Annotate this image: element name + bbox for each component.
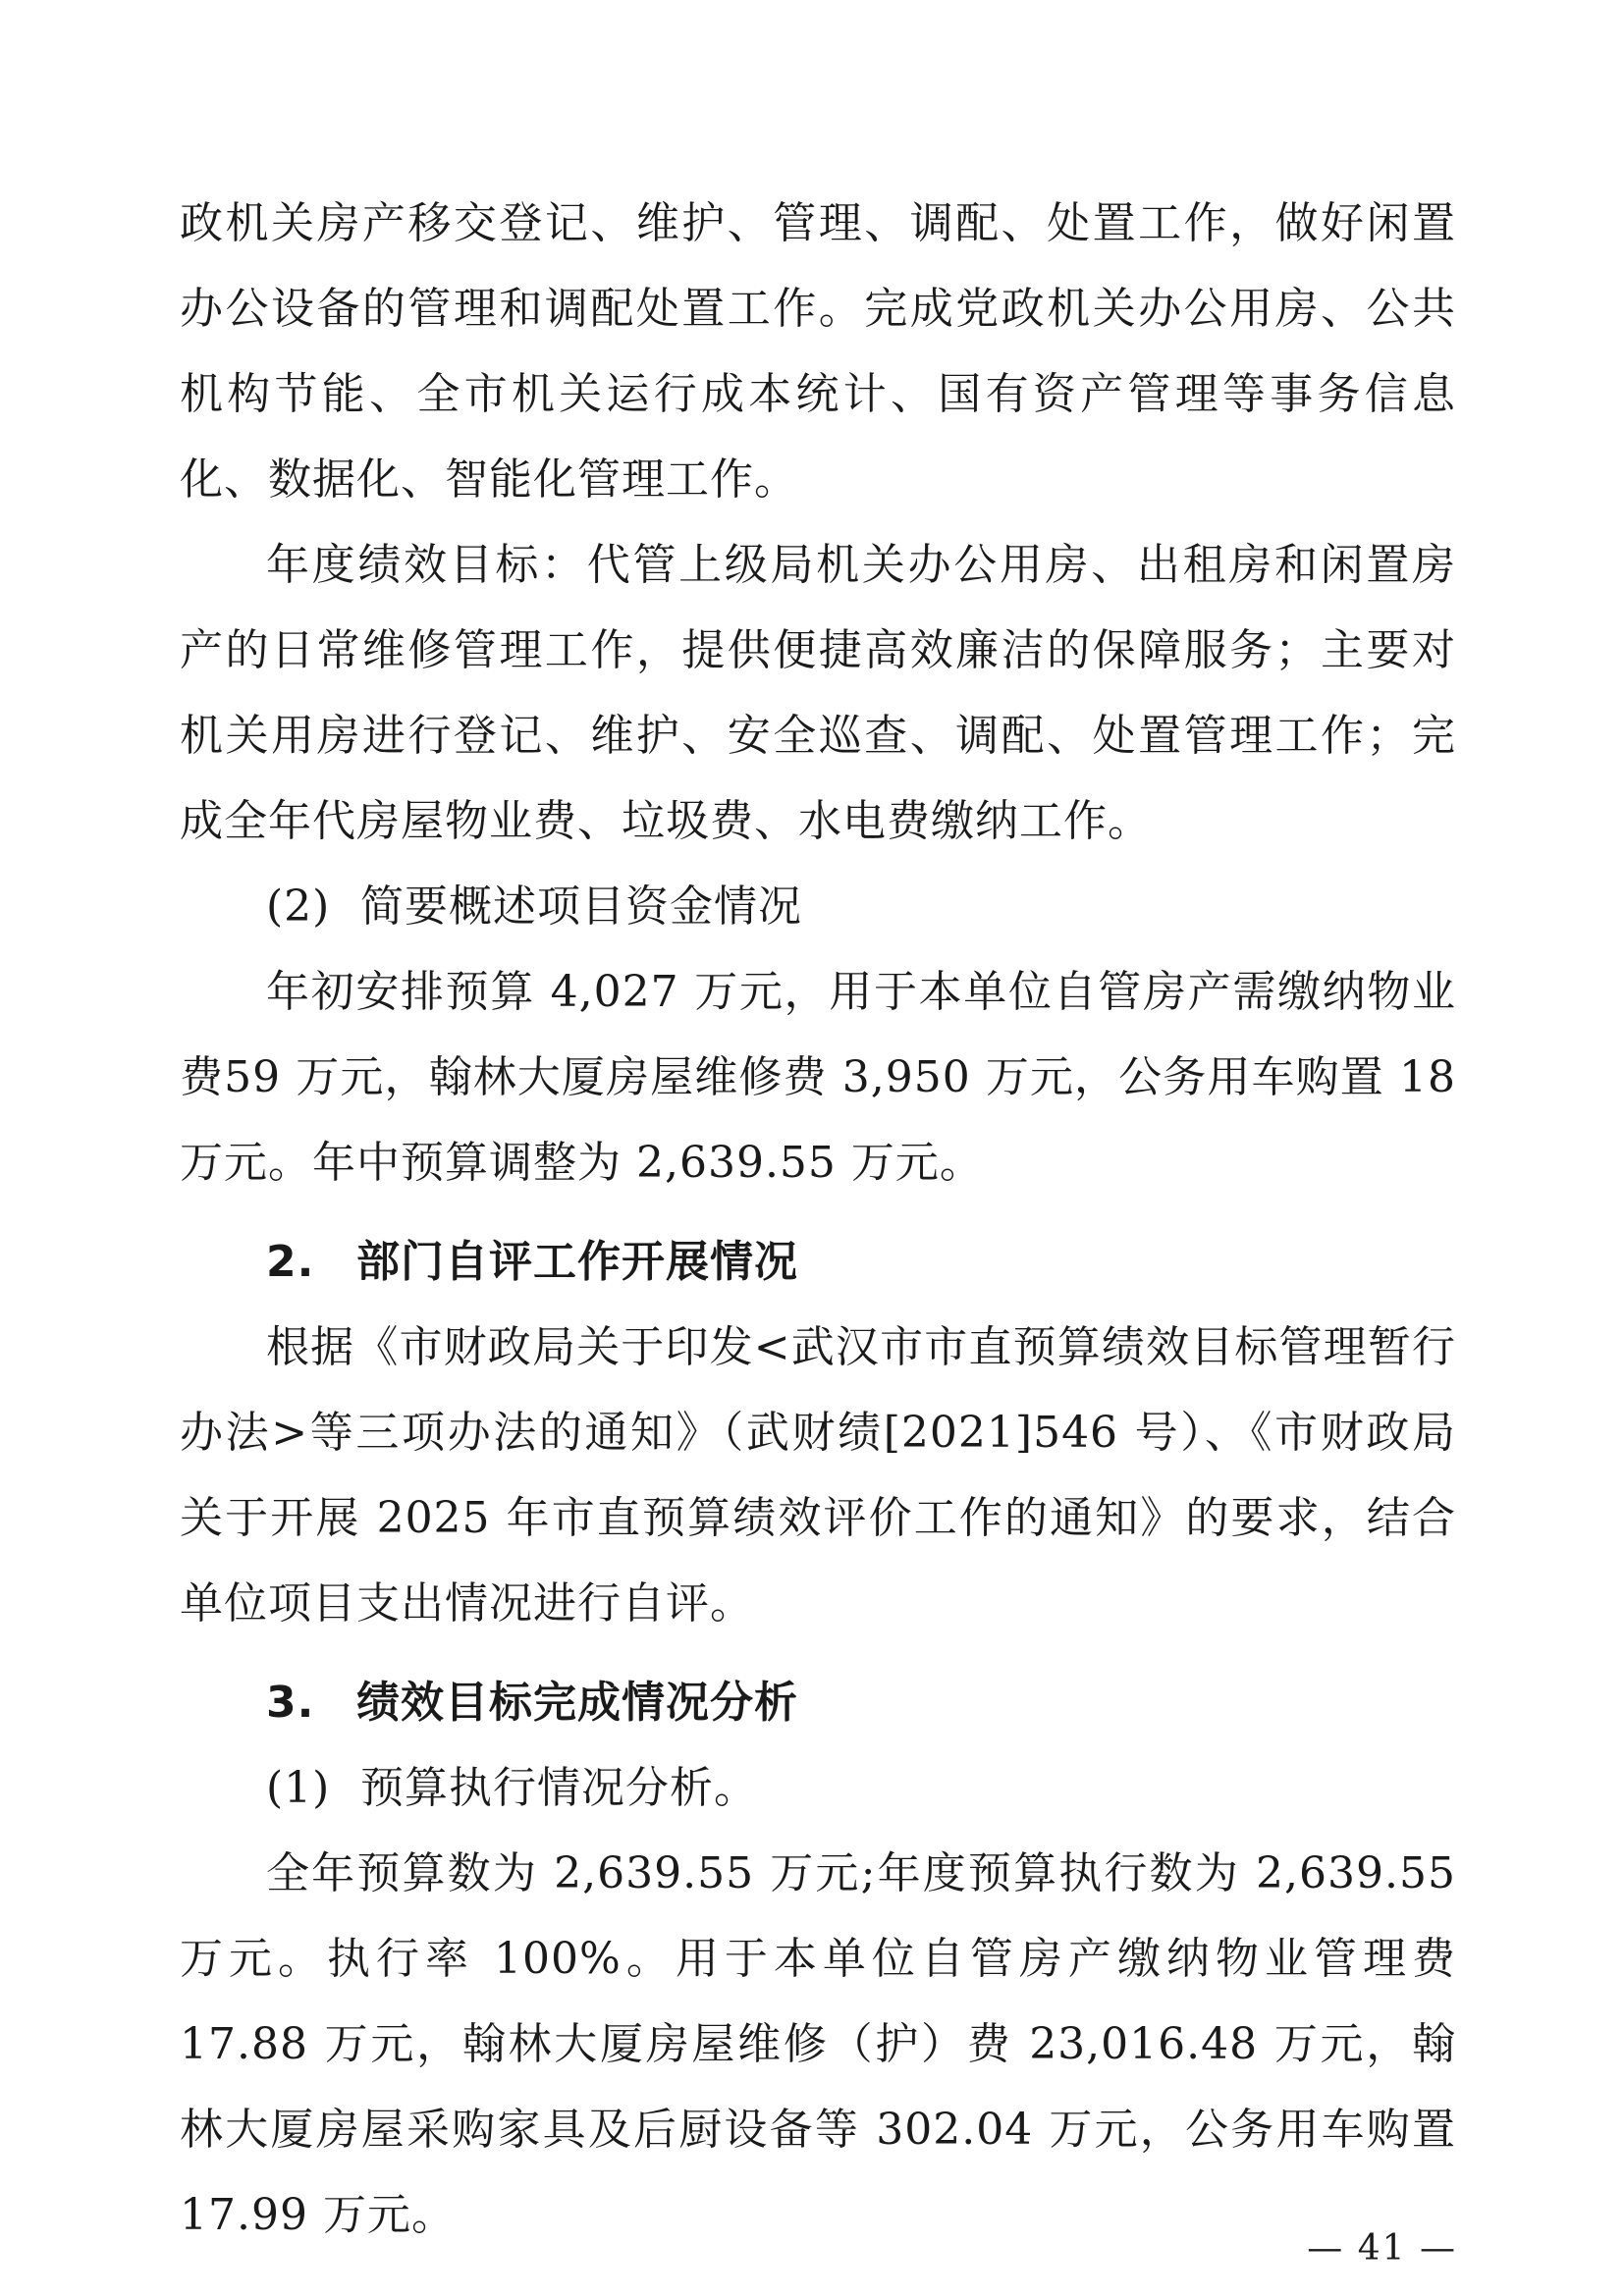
subheading-number: (1) bbox=[266, 1763, 331, 1813]
heading-number: 3. bbox=[266, 1678, 315, 1728]
document-body bbox=[180, 181, 1456, 2258]
heading-title: 绩效目标完成情况分析 bbox=[356, 1678, 798, 1728]
subheading-number: (2) bbox=[266, 881, 331, 932]
subheading-title: 预算执行情况分析。 bbox=[360, 1763, 758, 1813]
paragraph-annual-goal: 年度绩效目标：代管上级局机关办公用房、出租房和闲置房产的日常维修管理工作，提供便捷高效廉洁的保障服务；主要对机关用房进行登记、维护、安全巡查、调配、处置管理工作；完成全年代房屋物业费、垃圾费、水电费缴纳工作。 bbox=[180, 540, 1456, 846]
paragraph-execution-details: 全年预算数为 2,639.55 万元;年度预算执行数为 2,639.55 万元。执行率 100%。用于本单位自管房产缴纳物业管理费 17.88 万元，翰林大厦房屋维修（护）费 23,016.48 万元，翰林大厦房屋采购家具及后厨设备等 302.04 万元，公务用车购置 17.99 万元。 bbox=[180, 1848, 1456, 2240]
paragraph-office-management: 政机关房产移交登记、维护、管理、调配、处置工作，做好闲置办公设备的管理和调配处置工作。完成党政机关办公用房、公共机构节能、全市机关运行成本统计、国有资产管理等事务信息化、数据化、智能化管理工作。 bbox=[180, 198, 1456, 505]
subheading-title: 简要概述项目资金情况 bbox=[360, 881, 802, 932]
subheading-fund-overview bbox=[180, 864, 1456, 949]
heading-goal-analysis bbox=[180, 1660, 1456, 1745]
paragraph-budget-arrangement: 年初安排预算 4,027 万元，用于本单位自管房产需缴纳物业费59 万元，翰林大厦房屋维修费 3,950 万元，公务用车购置 18 万元。年中预算调整为 2,639.55 万元。 bbox=[180, 967, 1456, 1188]
heading-self-evaluation bbox=[180, 1219, 1456, 1305]
heading-number: 2. bbox=[266, 1237, 315, 1287]
heading-title: 部门自评工作开展情况 bbox=[356, 1237, 798, 1287]
page-number: — 41 — bbox=[1307, 2228, 1457, 2269]
subheading-budget-execution bbox=[180, 1745, 1456, 1831]
paragraph-evaluation-basis: 根据《市财政局关于印发<武汉市市直预算绩效目标管理暂行办法>等三项办法的通知》（武财绩[2021]546 号）、《市财政局关于开展 2025 年市直预算绩效评价工作的通知》的要求，结合单位项目支出情况进行自评。 bbox=[180, 1322, 1456, 1629]
